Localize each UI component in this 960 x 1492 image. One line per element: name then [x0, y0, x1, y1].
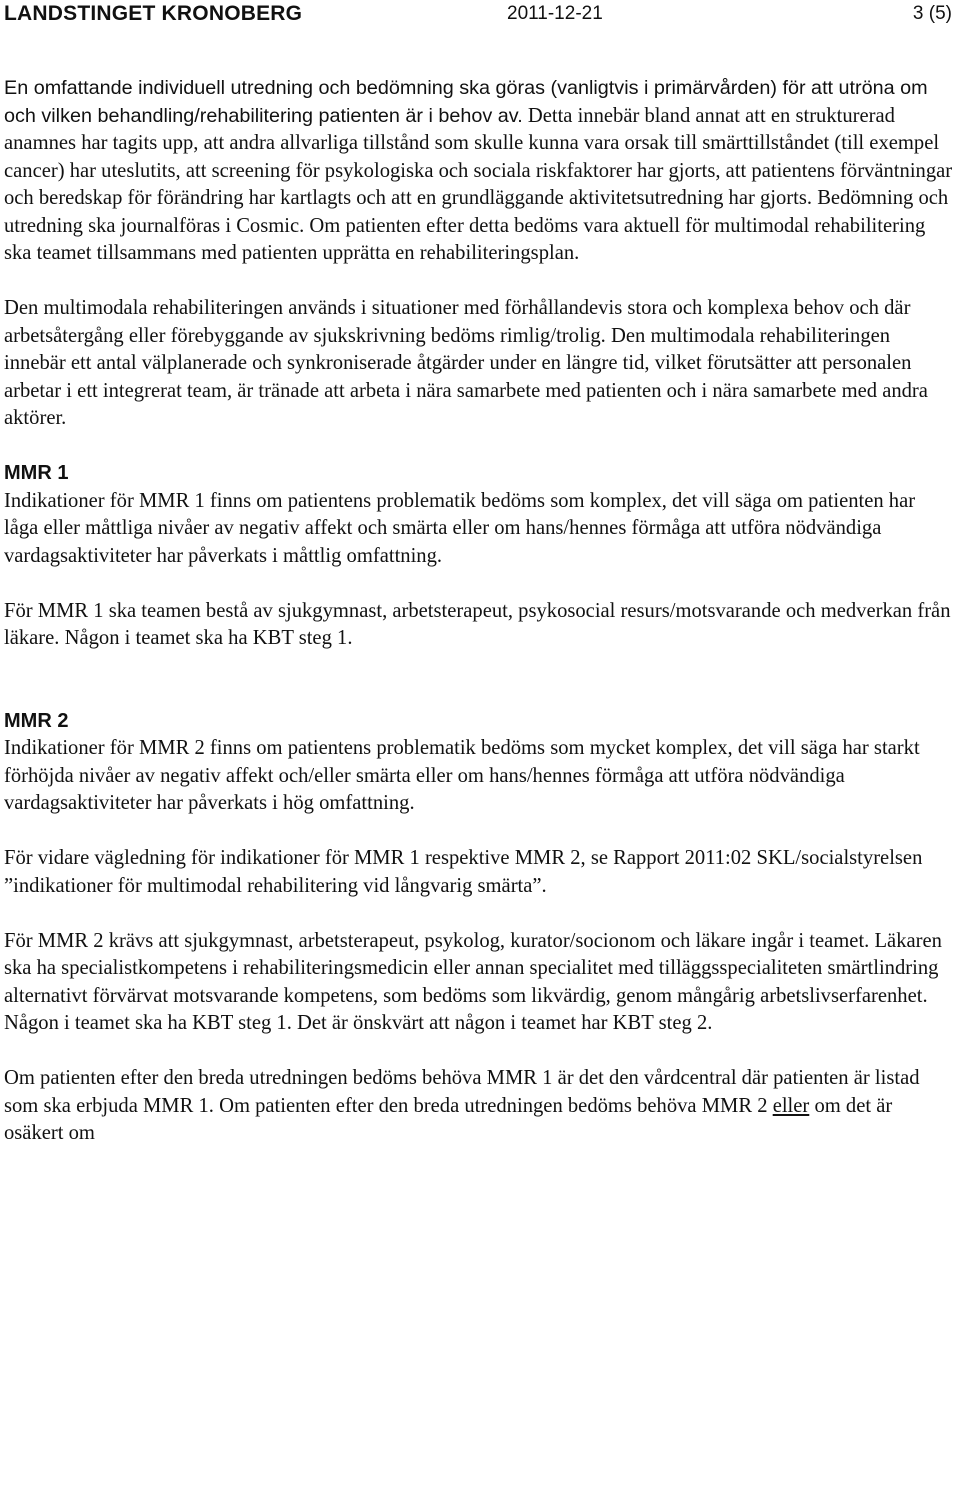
paragraph-referral-tail: om det är osäkert om [4, 1094, 893, 1144]
paragraph-mmr1-indications: Indikationer för MMR 1 finns om patientens problematik bedöms som komplex, det vill säga om patienten har låga eller måttliga nivåer av negativ affekt och smärta eller om hans/hennes förmåga att utföra nödvändiga vardagsaktiviteter har påverkats i måttlig omfattning. [4, 489, 916, 567]
organization-name: LANDSTINGET KRONOBERG [4, 2, 303, 25]
paragraph-mmr1-team: För MMR 1 ska teamen bestå av sjukgymnast, arbetsterapeut, psykosocial resurs/motsvarande och medverkan från läkare. Någon i teamet ska ha KBT steg 1. [4, 599, 951, 649]
document-body [4, 75, 954, 1148]
page-number: 3 (5) [912, 3, 952, 24]
paragraph-assessment-intro: En omfattande individuell utredning och bedömning ska göras (vanligtvis i primärvården) för att utröna om och vilken behandling/rehabilitering patienten är i behov av. [4, 77, 928, 127]
underlined-word: eller [772, 1094, 810, 1117]
page-header [0, 0, 960, 30]
heading-mmr2: MMR 2 [4, 709, 69, 732]
paragraph-referral-text: Om patienten efter den breda utredningen bedöms behöva MMR 1 är det den vårdcentral där patienten är listad som ska erbjuda MMR 1. Om patienten efter den breda utredningen bedöms behöva MMR 2 [4, 1067, 920, 1117]
paragraph-assessment-details: Detta innebär bland annat att en strukturerad anamnes har tagits upp, att andra allvarliga tillstånd som skulle kunna vara orsak till smärttillståndet (till exempel cancer) har uteslutits, att screening för psykologiska och sociala riskfaktorer har gjorts, att patientens förväntningar och beredskap för förändring har kartlagts och att en grundläggande aktivitetsutredning har gjorts. Bedömning och utredning ska journalföras i Cosmic. Om patienten efter detta bedöms vara aktuell för multimodal rehabilitering ska teamet tillsammans med patienten upprätta en rehabiliteringsplan. [4, 104, 953, 264]
paragraph-assessment [4, 75, 954, 268]
paragraph-mmr2-indications: Indikationer för MMR 2 finns om patientens problematik bedöms som mycket komplex, det vill säga har starkt förhöjda nivåer av negativ affekt och/eller smärta eller om hans/hennes förmåga att utföra nödvändiga vardagsaktiviteter har påverkats i hög omfattning. [4, 737, 920, 814]
heading-mmr1: MMR 1 [4, 462, 69, 484]
paragraph-multimodal: Den multimodala rehabiliteringen används i situationer med förhållandevis stora och komplexa behov och där arbetsåtergång eller förebyggande av sjukskrivning bedöms rimlig/trolig. Den multimodala rehabiliteringen innebär ett antal välplanerade och synkroniserade åtgärder under en längre tid, vilket förutsätter att personalen arbetar i ett integrerat team, är tränade att arbeta i nära samarbete med patienten och i nära samarbete med andra aktörer. [4, 297, 928, 429]
paragraph-referral [4, 1065, 954, 1148]
paragraph-mmr2-guidance: För vidare vägledning för indikationer för MMR 1 respektive MMR 2, se Rapport 2011:02 SKL/socialstyrelsen ”indikationer för multimodal rehabilitering vid långvarig smärta”. [4, 847, 923, 897]
paragraph-mmr2-team: För MMR 2 krävs att sjukgymnast, arbetsterapeut, psykolog, kurator/socionom och läkare ingår i teamet. Läkaren ska ha specialistkompetens i rehabiliteringsmedicin eller annan specialitet med tilläggsspecialiteten smärtlindring alternativt förvärvat motsvarande kompetens, som bedöms som likvärdig, genom mångårig arbetslivserfarenhet. Någon i teamet ska ha KBT steg 1. Det är önskvärt att någon i teamet har KBT steg 2. [4, 929, 942, 1034]
document-date: 2011-12-21 [507, 3, 603, 24]
